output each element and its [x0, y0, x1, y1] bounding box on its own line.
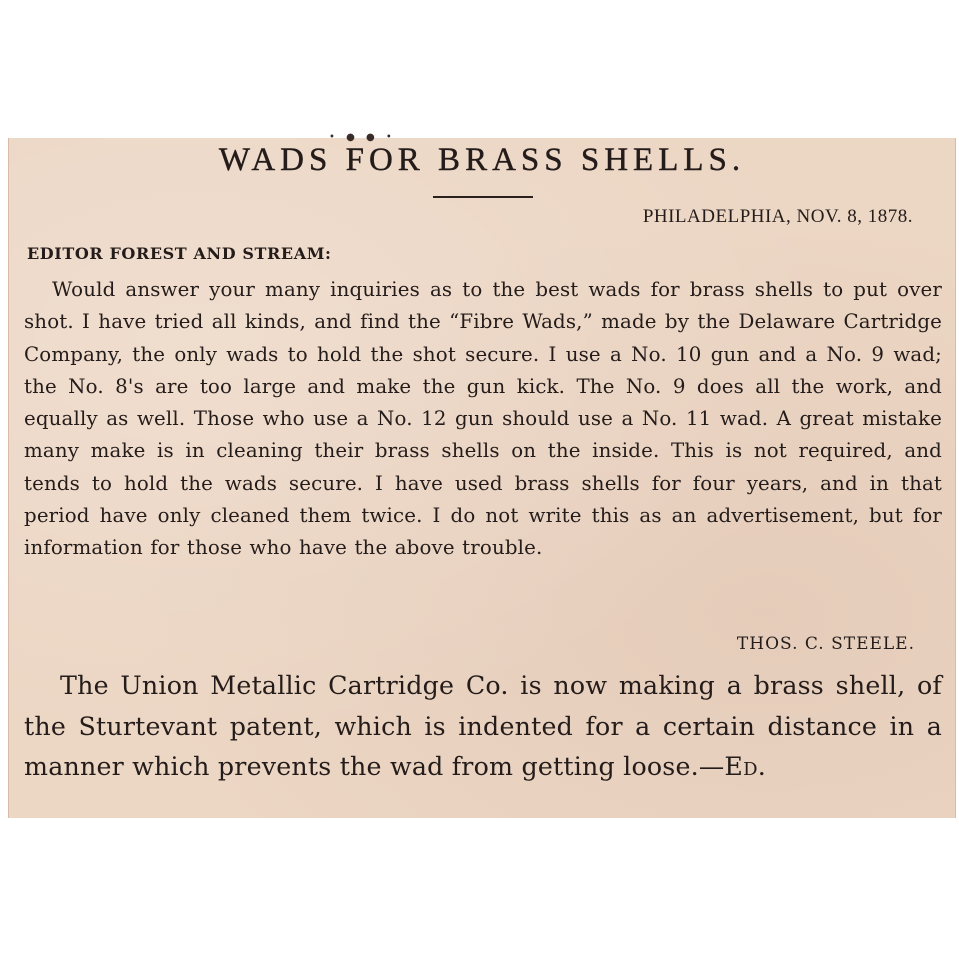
torn-top-ornament: • ● ● •: [329, 132, 396, 143]
letter-body: Would answer your many inquiries as to the best wads for brass shells to put over shot. I have tried all kinds, and find the “Fibre Wads,” made by the Delaware Cartridge Company, the only wads to hold the shot secure. I use a No. 10 gun and a No. 9 wad; the No. 8's are too large and make the gun kick. The No. 9 does all the work, and equally as well. Those who use a No. 12 gun should use a No. 11 wad. A great mistake many make is in cleaning their brass shells on the inside. This is not required, and tends to hold the wads secure. I have used brass shells for four years, and in that period have only cleaned them twice. I do not write this as an advertisement, but for information for those who have the above trouble.: [24, 278, 942, 560]
editor-note: [24, 666, 942, 788]
editor-note-text: The Union Metallic Cartridge Co. is now making a brass shell, of the Sturtevant patent, which is indented for a certain distance in a manner which prevents the wad from getting loose.: [24, 671, 942, 781]
editor-tag: —Ed.: [698, 752, 766, 781]
dateline: PHILADELPHIA, NOV. 8, 1878.: [642, 206, 913, 227]
signature: THOS. C. STEELE.: [736, 634, 915, 654]
salutation: EDITOR FOREST AND STREAM:: [27, 244, 332, 263]
headline: WADS FOR BRASS SHELLS.: [218, 142, 746, 178]
headline-rule: [433, 196, 533, 198]
newspaper-clipping: [8, 132, 956, 818]
